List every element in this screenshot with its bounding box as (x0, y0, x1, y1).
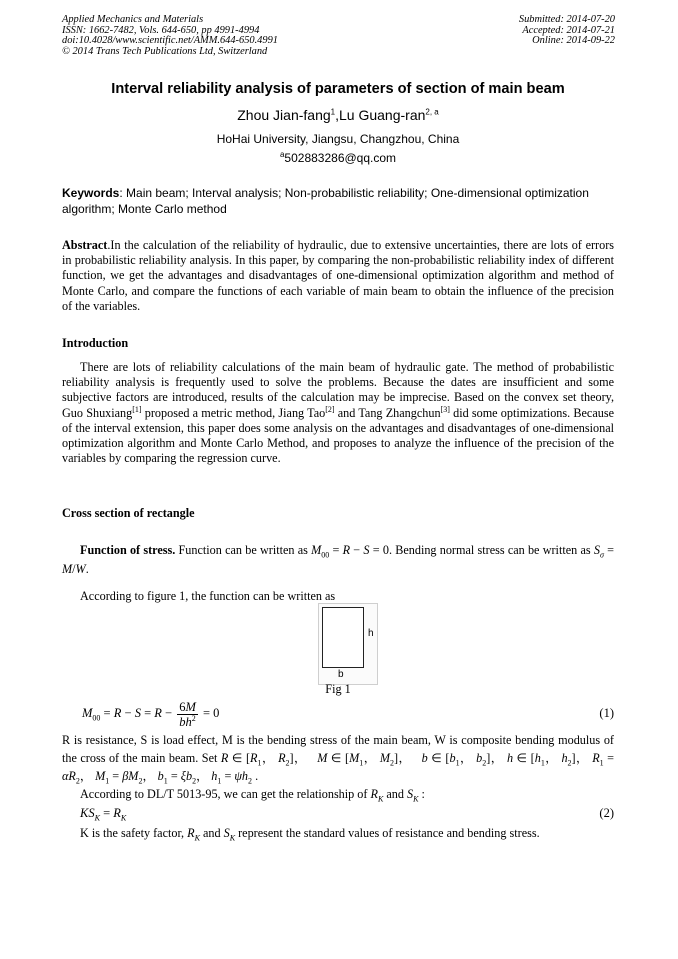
symbol-rk-2: $R_K$ (187, 826, 200, 843)
email-sup: a (279, 150, 285, 159)
intro-text-4: did some optimizations. Because of the interval extension, this paper does some analysis on the advantages and disadvantages of one-dimensional optimization algorithm and Monte Carlo Method, and proposes to analyze the influence of the precision of the variables by comparing the regression curve. (62, 405, 614, 466)
intro-text-3: and Tang Zhangchun (334, 405, 441, 420)
figure-label-h: h (368, 628, 374, 639)
stress-paragraph (62, 541, 614, 579)
k-text-2: represent the standard values of resistance and bending stress. (235, 826, 540, 840)
author-1-sup: 1 (330, 107, 336, 117)
figure-intro: According to figure 1, the function can be written as (80, 589, 336, 603)
abstract-label: Abstract (62, 238, 108, 252)
keywords-text: : Main beam; Interval analysis; Non-probabilistic reliability; One-dimensional optimization algorithm; Monte Carlo method (62, 186, 589, 216)
citation-3: [3] (440, 404, 450, 414)
citation-2: [2] (325, 404, 335, 414)
online-date: Online: 2014-09-22 (532, 35, 615, 47)
journal-doi: doi:10.4028/www.scientific.net/AMM.644-650.4991 (62, 35, 278, 47)
keywords (62, 186, 614, 217)
rectangle-section (322, 607, 364, 668)
stress-text-2: . Bending normal stress can be written as (388, 543, 594, 557)
equation-1-body: $M_{00} = R - S = R$ − $\frac{6M}{bh^2}$ = 0 (82, 700, 220, 729)
introduction-paragraph (62, 360, 614, 466)
journal-name: Applied Mechanics and Materials (62, 14, 204, 25)
equation-2 (62, 806, 614, 821)
stress-text-3: . (85, 562, 89, 576)
description-text: R is resistance, S is load effect, M is the bending stress of the main beam, W is composite bending modulus of the cross of the main beam. Set (62, 733, 614, 765)
bending-equation: $S_\sigma = M/W$ (62, 543, 614, 576)
journal-meta (62, 15, 278, 57)
figure-caption: Fig 1 (325, 682, 351, 696)
affiliation: HoHai University, Jiangsu, Changzhou, China (216, 132, 460, 146)
symbol-sk-2: $S_K$ (223, 826, 236, 843)
stress-text-1: Function can be written as (175, 543, 312, 557)
abstract (62, 238, 614, 314)
paper-title: Interval reliability analysis of parameters of section of main beam (111, 81, 565, 97)
intro-text-1: There are lots of reliability calculations of the main beam of hydraulic gate. The method of probabilistic reliability analysis is frequently used to solve the problems. Because the dates are insufficient and some subjective factors are introduced, results of the calculation may be imprecise. Based on the convex set theory, Guo Shuxiang (62, 360, 614, 420)
journal-copyright: © 2014 Trans Tech Publications Ltd, Switzerland (62, 45, 268, 57)
cross-section-heading: Cross section of rectangle (62, 506, 195, 520)
interval-definitions: R ∈ [$R_1$， $R_2$]， M ∈ [$M_1$， $M_2$]， b ∈ [$b_1$， $b_2$]， h ∈ [$h_1$， $h_2$]， $R_1 = \alpha R_2$， $M_1 = \beta M_2$， $b_1 = \xi b_2$， $h_1 = \psi h_2$ . (62, 751, 615, 786)
dates-meta (519, 15, 615, 47)
k-text-1: K is the safety factor, (80, 826, 188, 840)
author-2-sup: 2, a (425, 107, 439, 117)
equation-2-body: $KS_K = R_K$ (80, 806, 127, 823)
author-2: Lu Guang-ran (339, 107, 426, 123)
author-separator: , (335, 107, 339, 123)
dl-paragraph (62, 787, 614, 802)
equation-1 (62, 700, 614, 729)
k-and: and (199, 826, 224, 840)
stress-equation: $M_{00} = R - S = 0$ (311, 543, 389, 560)
author-email (62, 150, 614, 166)
citation-1: [1] (132, 404, 142, 414)
figure-label-b: b (338, 669, 344, 680)
k-paragraph (62, 826, 614, 841)
description-paragraph (62, 731, 614, 785)
dl-and: and (383, 787, 408, 801)
author-1: Zhou Jian-fang (237, 107, 331, 123)
symbol-rk: $R_K$ (370, 787, 384, 804)
journal-issn: ISSN: 1662-7482, Vols. 644-650, pp 4991-4994 (62, 24, 260, 36)
abstract-text: .In the calculation of the reliability of hydraulic, due to extensive uncertainties, there are lots of errors in probabilistic reliability analysis. In this paper, by comparing the non-probabilistic reliability index of different function, we get the advantages and disadvantages of one-dimensional optimization algorithm and method of Monte Carlo, and compare the functions of each variable of main beam to obtain the influence of the precision of the variables. (62, 238, 614, 313)
symbol-sk: $S_K$ (407, 787, 419, 804)
introduction-heading: Introduction (62, 336, 129, 350)
dl-colon: : (418, 787, 425, 801)
stress-label: Function of stress. (80, 543, 176, 557)
author-line (62, 106, 614, 124)
equation-2-number: (2) (599, 806, 614, 820)
accepted-date: Accepted: 2014-07-21 (522, 24, 615, 36)
intro-text-2: proposed a metric method, Jiang Tao (141, 405, 326, 420)
equation-1-number: (1) (599, 706, 614, 720)
figure-1 (318, 603, 378, 685)
submitted-date: Submitted: 2014-07-20 (518, 14, 615, 25)
email-address: 502883286@qq.com (284, 151, 397, 165)
dl-text: According to DL/T 5013-95, we can get the relationship of (80, 787, 371, 801)
keywords-label: Keywords (62, 186, 120, 200)
